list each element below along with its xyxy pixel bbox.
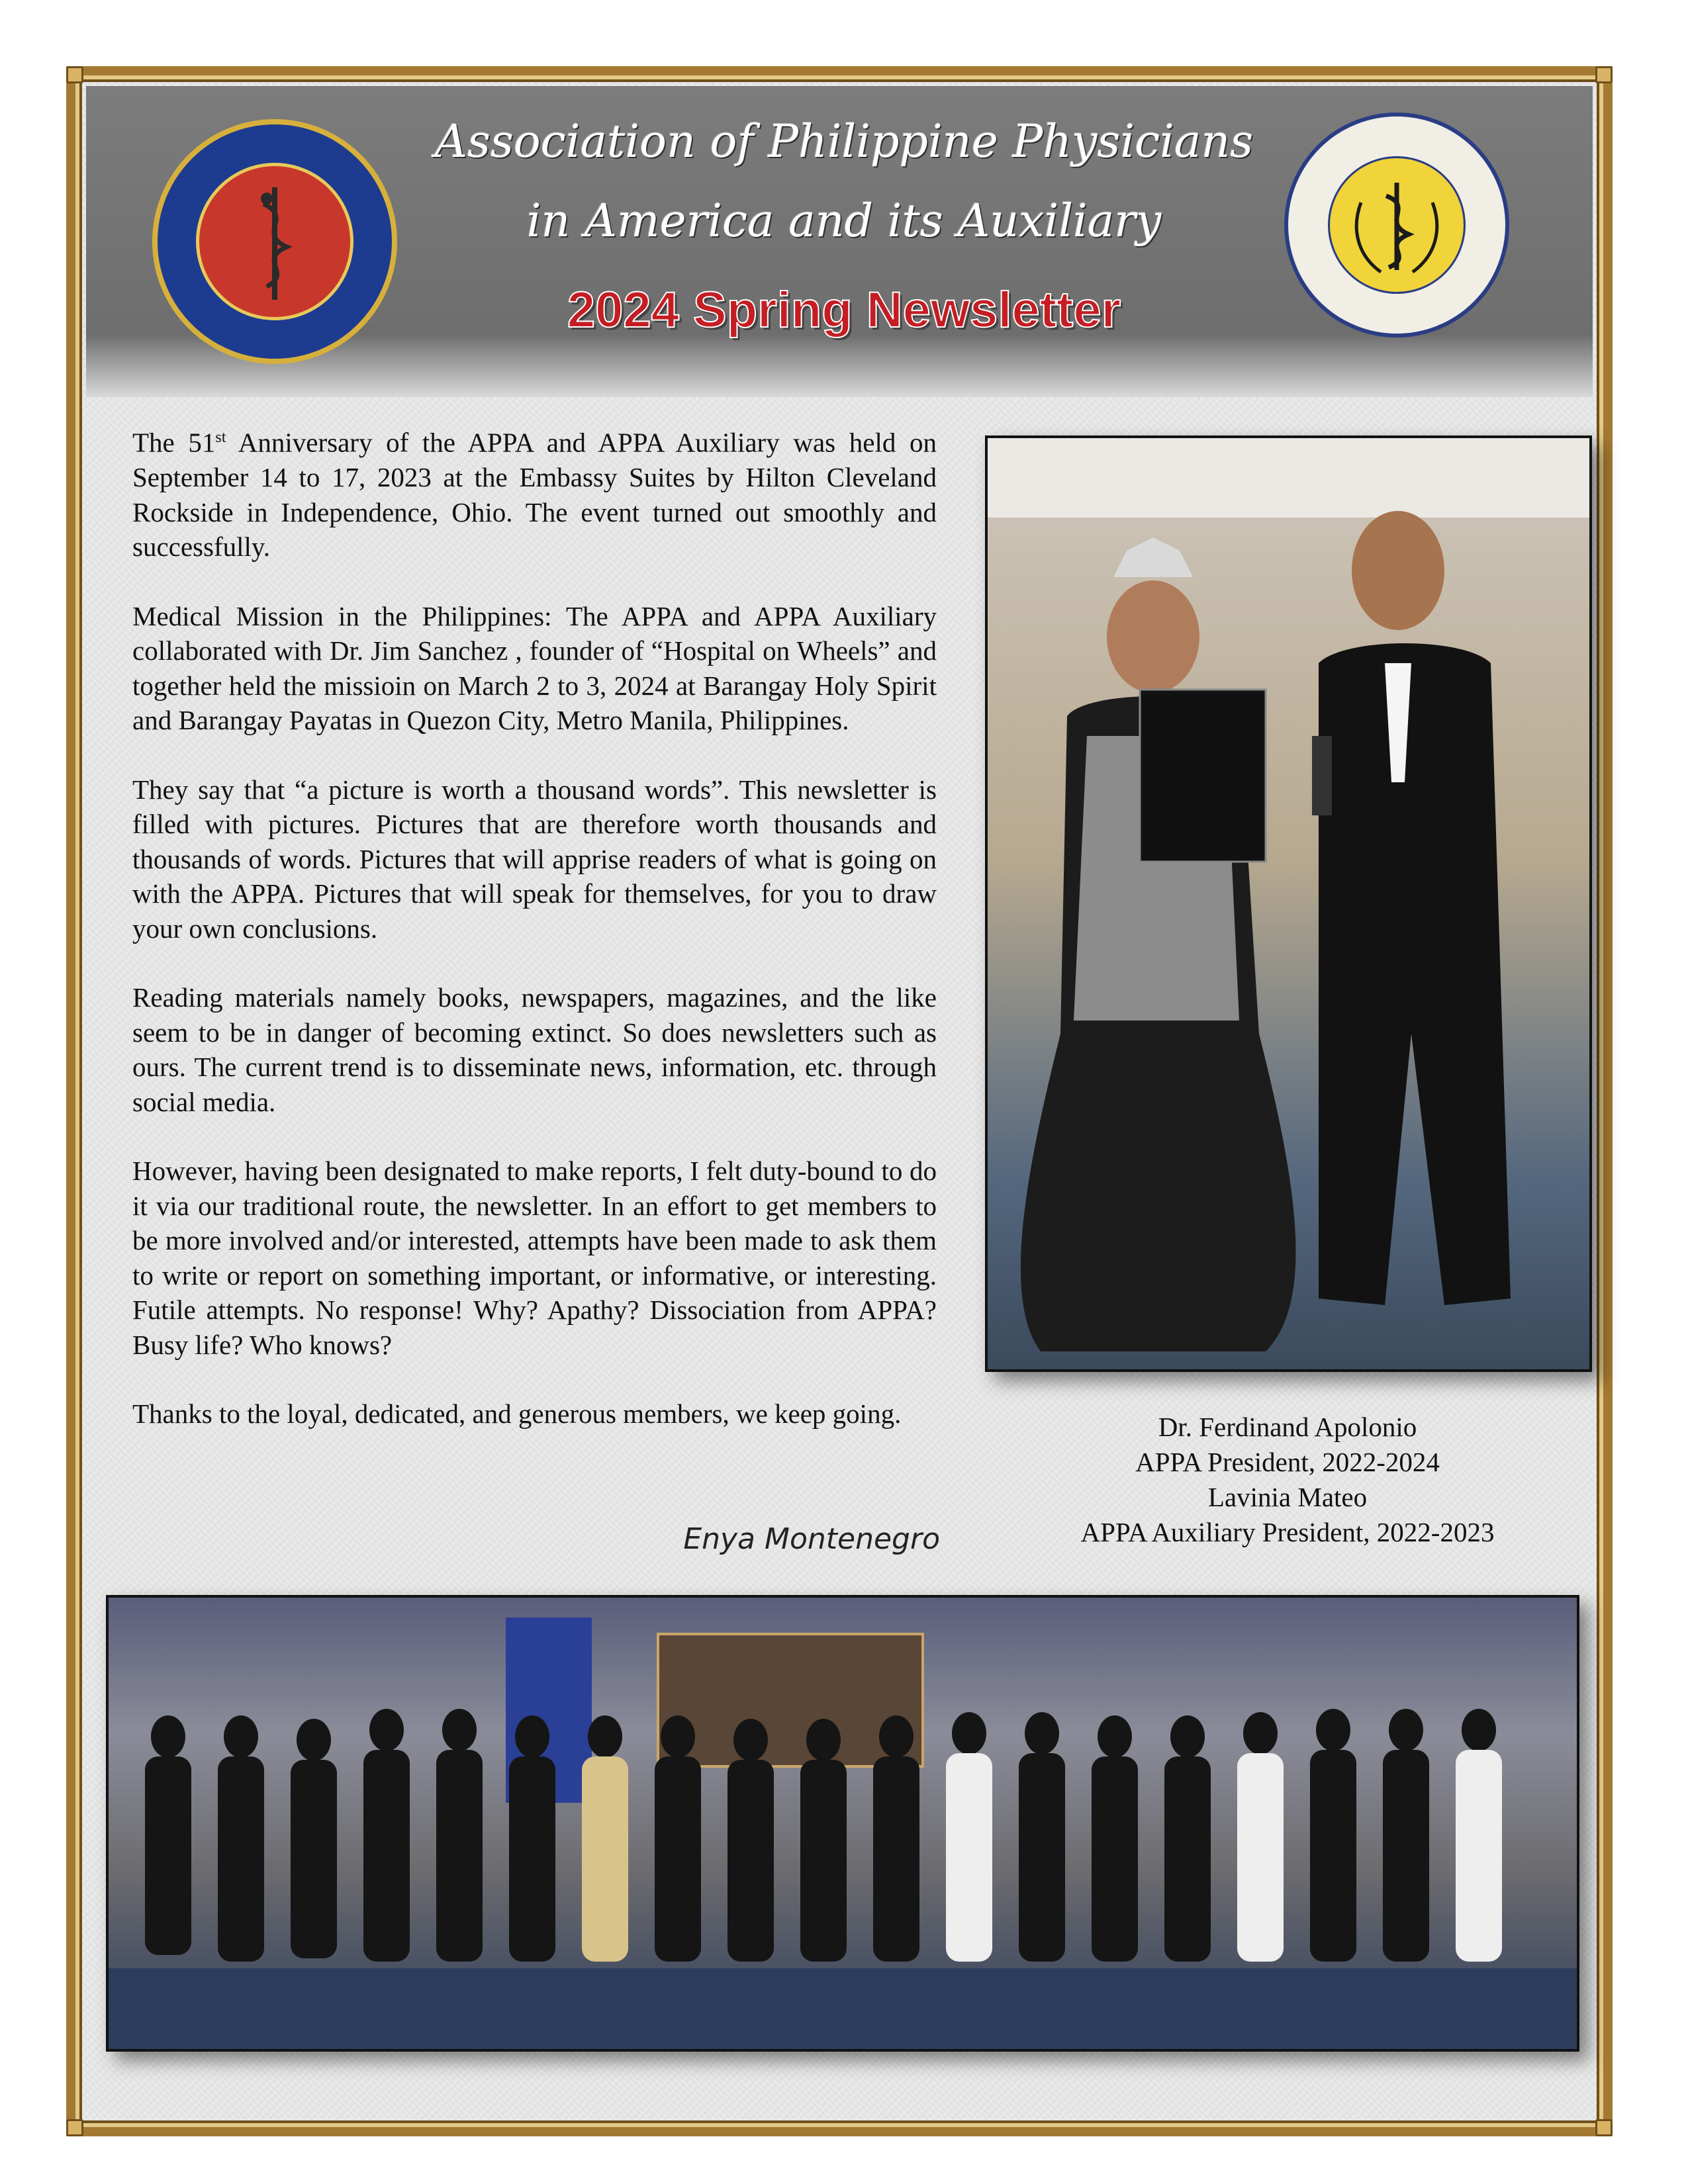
- article-paragraph: Thanks to the loyal, dedicated, and generous members, we keep going.: [132, 1398, 902, 1430]
- article-body: [132, 420, 937, 1466]
- author-signature: Enya Montenegro: [683, 1522, 940, 1556]
- appa-seal-logo: [152, 119, 397, 364]
- auxiliary-group-photo: [106, 1595, 1579, 2052]
- frame-corner: [1595, 2119, 1613, 2136]
- auxiliary-seal-logo: [1284, 113, 1509, 338]
- frame-corner: [66, 66, 83, 83]
- article-paragraph: The 51st Anniversary of the APPA and APPA Auxiliary was held on September 14 to 17, 2023 at the Embassy Suites by Hilton Cleveland Rockside in Independence, Ohio. The event turned out smoothly and successfully.: [132, 427, 937, 563]
- frame-corner: [66, 2119, 83, 2136]
- article-paragraph: Medical Mission in the Philippines: The APPA and APPA Auxiliary collaborated with Dr. Jim Sanchez , founder of “Hospital on Wheels” and together held the missioin on March 2 to 3, 2024 at Barangay Holy Spirit and Barangay Payatas in Quezon City, Metro Manila, Philippines.: [132, 600, 937, 736]
- frame-corner: [1595, 66, 1613, 83]
- newsletter-header: [86, 86, 1593, 397]
- newsletter-title: 2024 Spring Newsletter: [567, 282, 1121, 338]
- photo-caption: [986, 1410, 1589, 1550]
- org-name-line-1: Association of Philippine Physicians: [434, 116, 1254, 168]
- caption-title: APPA President, 2022-2024: [1135, 1447, 1440, 1477]
- caption-name: Dr. Ferdinand Apolonio: [1158, 1412, 1417, 1442]
- article-paragraph: However, having been designated to make reports, I felt duty-bound to do it via our traditional route, the newsletter. In an effort to get members to be more involved and/or interested, attempts have been made to ask them to write or report on something important, or informative, or interesting. Futile attempts. No response! Why? Apathy? Dissociation from APPA? Busy life? Who knows?: [132, 1156, 937, 1360]
- org-name-line-2: in America and its Auxiliary: [526, 195, 1162, 248]
- article-paragraph: They say that “a picture is worth a thousand words”. This newsletter is filled with pictures. Pictures that are therefore worth thousands and thousands of words. Pictures that will apprise readers of what is going on with the APPA. Pictures that will speak for themselves, for you to draw your own conclusions.: [132, 774, 937, 944]
- caption-title: APPA Auxiliary President, 2022-2023: [1080, 1517, 1495, 1547]
- article-paragraph: Reading materials namely books, newspapers, magazines, and the like seem to be in danger of becoming extinct. So does newsletters such as ours. The current trend is to disseminate news, information, etc. through social media.: [132, 982, 937, 1117]
- presidents-photo: [985, 435, 1592, 1372]
- caption-name: Lavinia Mateo: [1207, 1482, 1368, 1512]
